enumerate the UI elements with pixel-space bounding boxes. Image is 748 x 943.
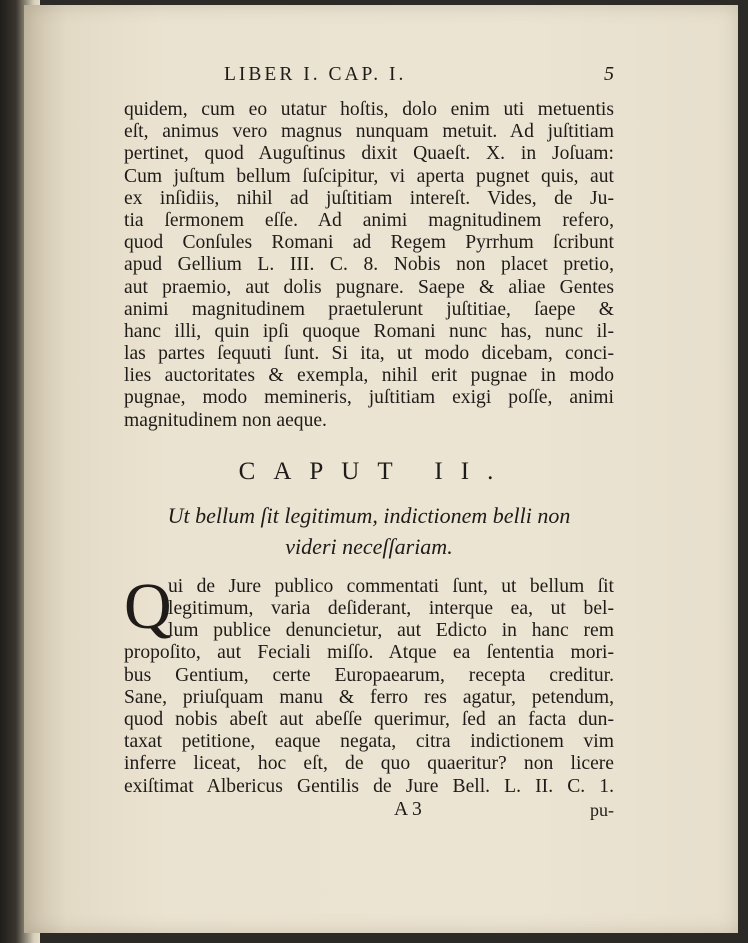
text-line: quidem, cum eo utatur hoſtis, dolo enim uti metuentis <box>124 99 614 120</box>
text-line: ex inſidiis, nihil ad juſtitiam intereſt. Vides, de Ju- <box>124 187 614 209</box>
paragraph-2 <box>124 569 614 798</box>
text-line: quod nobis abeſt aut abeſſe querimur, ſed an facta dun- <box>124 708 614 730</box>
text-line: quod Conſules Romani ad Regem Pyrrhum ſcribunt <box>124 232 614 254</box>
text-line: bus Gentium, certe Europaearum, recepta creditur. <box>124 664 614 686</box>
paragraph-1 <box>124 99 614 432</box>
chapter-heading: CAPUT II. <box>238 457 512 485</box>
text-line: tia ſermonem eſſe. Ad animi magnitudinem refero, <box>124 209 614 231</box>
text-line: eſt, animus vero magnus nunquam metuit. Ad juſtitiam <box>124 121 614 143</box>
catchword: pu- <box>590 799 614 820</box>
text-block <box>124 63 614 822</box>
text-line: pugnae, modo memineris, juſtitiam exigi poſſe, animi <box>124 387 614 409</box>
page-number: 5 <box>604 63 614 85</box>
text-line: pertinet, quod Auguſtinus dixit Quaeſt. X. in Joſuam: <box>124 143 614 165</box>
text-line: animi magnitudinem praetulerunt juſtitiae, ſaepe & <box>124 298 614 320</box>
running-head <box>124 63 614 99</box>
running-head-title: LIBER I. CAP. I. <box>224 64 407 85</box>
text-line: las partes ſequuti ſunt. Si ita, ut modo dicebam, conci- <box>124 343 614 365</box>
chapter-subtitle-line: Ut bellum ſit legitimum, indictionem belli non <box>167 502 571 528</box>
text-line: Cum juſtum bellum ſuſcipitur, vi aperta pugnet quis, aut <box>124 165 614 187</box>
book-page <box>24 5 738 933</box>
text-line: Sane, priuſquam manu & ferro res agatur, petendum, <box>124 686 614 708</box>
page-footer <box>124 798 614 822</box>
drop-cap: Q <box>124 569 172 643</box>
text-line: hanc illi, quin ipſi quoque Romani nunc has, nunc il- <box>124 320 614 342</box>
text-line: aut praemio, aut dolis pugnare. Saepe & aliae Gentes <box>124 276 614 298</box>
text-line: lum publice denuncietur, aut Edicto in hanc rem <box>168 620 614 642</box>
chapter-subtitle-line: videri neceſſariam. <box>285 533 453 559</box>
signature-mark: A 3 <box>394 798 422 820</box>
text-line: apud Gellium L. III. C. 8. Nobis non placet pretio, <box>124 254 614 276</box>
text-line: inferre liceat, hoc eſt, de quo quaeritur? non licere <box>124 753 614 775</box>
text-line: propoſito, aut Feciali miſſo. Atque ea ſententia mori- <box>124 642 614 664</box>
text-line: magnitudinem non aeque. <box>124 409 327 431</box>
text-line: ui de Jure publico commentati ſunt, ut bellum ſit <box>168 575 614 597</box>
text-line: taxat petitione, eaque negata, citra indictionem vim <box>124 731 614 753</box>
text-line: lies auctoritates & exempla, nihil erit pugnae in modo <box>124 365 614 387</box>
text-line: exiſtimat Albericus Gentilis de Jure Bell. L. II. C. 1. <box>124 775 614 797</box>
text-line: legitimum, varia deſiderant, interque ea, ut bel- <box>168 598 614 619</box>
